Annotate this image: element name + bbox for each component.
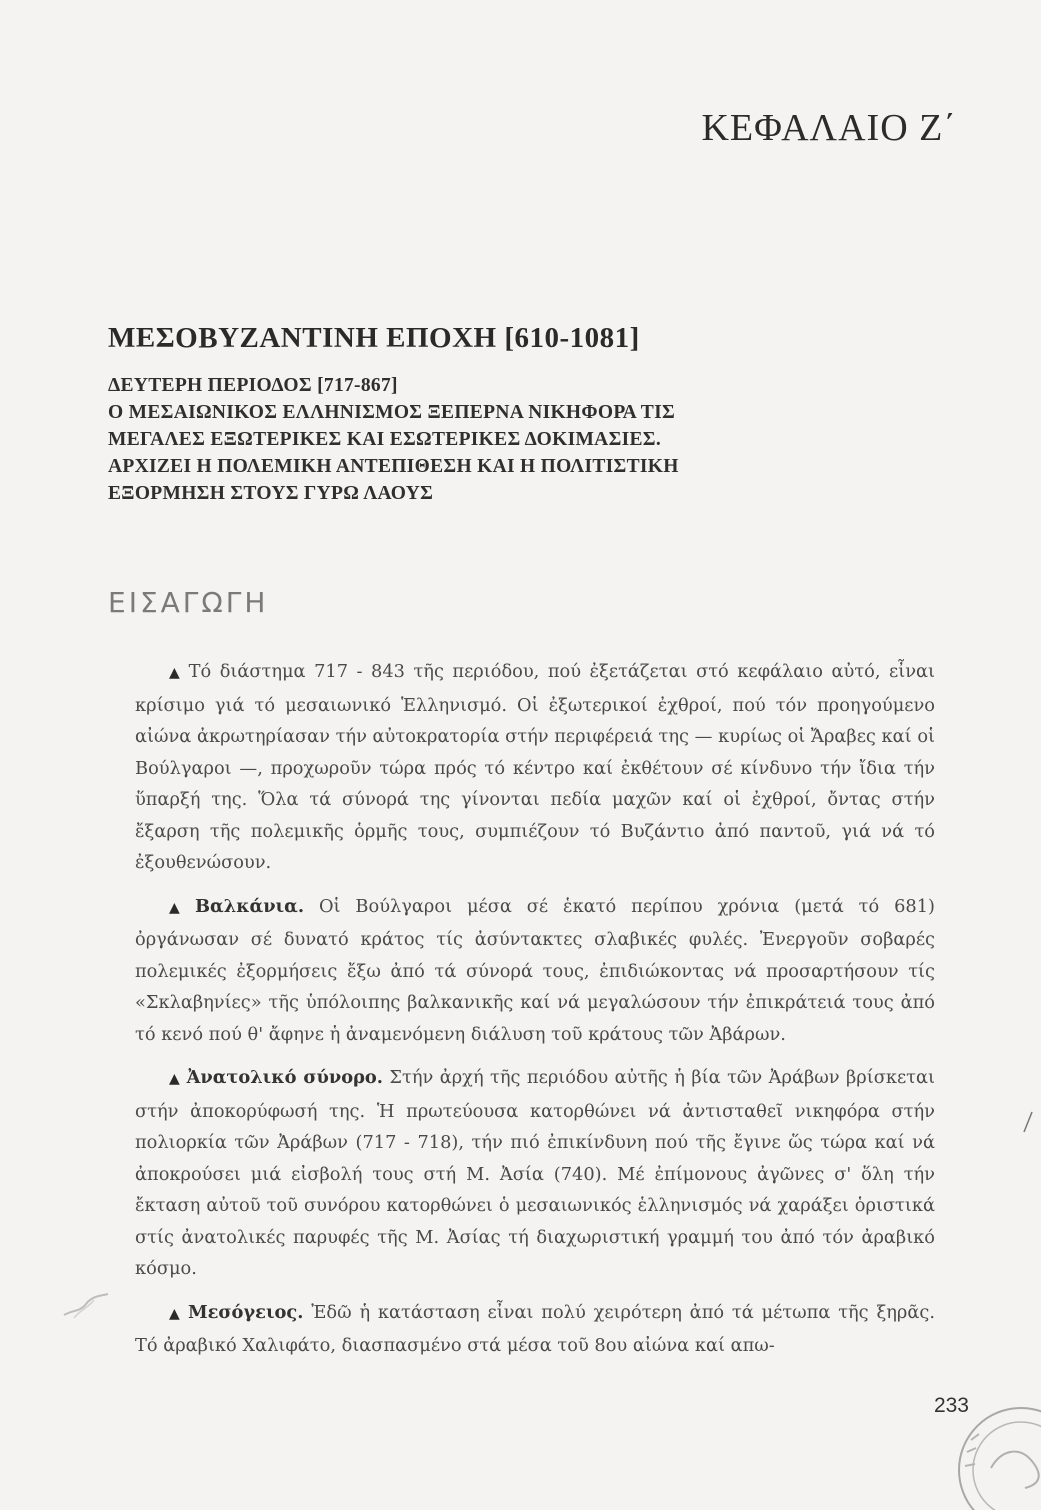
- era-title: ΜΕΣΟΒΥΖΑΝΤΙΝΗ ΕΠΟΧΗ [610-1081]: [108, 322, 640, 354]
- paragraph-heading: Βαλκάνια.: [195, 895, 305, 917]
- paragraph-text: Οἱ Βούλγαροι μέσα σέ ἑκατό περίπου χρόνια (μετά τό 681) ὀργάνωσαν σέ δυνατό κράτος τίς ἀσύντακτες σλαβικές φυλές. Ἐνεργοῦν σοβαρές πολεμικές ἐξορμήσεις ἔξω ἀπό τά σύνορά τους, ἐπιδιώκοντας νά προσαρτήσουν τίς «Σκλαβηνίες» τῆς ὑπόλοιπης βαλκανικῆς καί νά μεγαλώσουν τήν ἐπικράτειά τους ἀπό τό κενό πού θ' ἄφηνε ἡ ἀναμενόμενη διάλυση τοῦ κράτους τῶν Ἀβάρων.: [135, 895, 935, 1045]
- subtitle-block: [108, 372, 968, 507]
- paragraph-balkans: [135, 891, 935, 1051]
- body-text: [135, 656, 935, 1374]
- chapter-title: ΚΕΦΑΛΑΙΟ Ζ΄: [701, 107, 957, 149]
- triangle-bullet-icon: ▲: [169, 1071, 181, 1087]
- section-title: ΕΙΣΑΓΩΓΗ: [108, 586, 269, 619]
- subtitle-line: ΔΕΥΤΕΡΗ ΠΕΡΙΟΔΟΣ [717-867]: [108, 375, 398, 396]
- paragraph-intro: [135, 656, 935, 879]
- margin-mark-icon: [1022, 1110, 1034, 1134]
- paragraph-text: Ἐδῶ ἡ κατάσταση εἶναι πολύ χειρότερη ἀπό τά μέτωπα τῆς ξηρᾶς. Τό ἀραβικό Χαλιφάτο, διασπασμένο στά μέσα τοῦ 8ου αἰώνα καί απω-: [135, 1301, 935, 1356]
- ink-smudge-icon: [62, 1290, 112, 1320]
- subtitle-line: ΑΡΧΙΖΕΙ Η ΠΟΛΕΜΙΚΗ ΑΝΤΕΠΙΘΕΣΗ ΚΑΙ Η ΠΟΛΙΤΙΣΤΙΚΗ: [108, 456, 679, 477]
- triangle-bullet-icon: ▲: [169, 1305, 182, 1322]
- paragraph-heading: Ἀνατολικό σύνορο.: [186, 1067, 383, 1088]
- paragraph-text: Τό διάστημα 717 - 843 τῆς περιόδου, πού ἐξετάζεται στό κεφάλαιο αὐτό, εἶναι κρίσιμο γιά τό μεσαιωνικό Ἑλληνισμό. Οἱ ἐξωτερικοί ἐχθροί, πού τόν προηγούμενο αἰώνα ἀκρωτηρίασαν τήν αὐτοκρατορία στήν περιφέρειά της — κυρίως οἱ Ἄραβες καί οἱ Βούλγαροι —, προχωροῦν τώρα πρός τό κέντρο καί ἐκθέτουν σέ κίνδυνο τήν ἴδια τήν ὕπαρξή της. Ὅλα τά σύνορά της γίνονται πεδία μαχῶν καί οἱ ἐχθροί, ὄντας στήν ἔξαρση τῆς πολεμικῆς ὁρμῆς τους, συμπιέζουν τό Βυζάντιο ἀπό παντοῦ, γιά νά τό ἐξουθενώσουν.: [135, 661, 935, 873]
- subtitle-line: ΜΕΓΑΛΕΣ ΕΞΩΤΕΡΙΚΕΣ ΚΑΙ ΕΣΩΤΕΡΙΚΕΣ ΔΟΚΙΜΑΣΙΕΣ.: [108, 429, 662, 450]
- subtitle-line: ΕΞΟΡΜΗΣΗ ΣΤΟΥΣ ΓΥΡΩ ΛΑΟΥΣ: [108, 483, 434, 504]
- triangle-bullet-icon: ▲: [169, 899, 190, 916]
- library-stamp-icon: [931, 1380, 1041, 1510]
- paragraph-text: Στήν ἀρχή τῆς περιόδου αὐτῆς ἡ βία τῶν Ἀράβων βρίσκεται στήν ἀποκορύφωσή της. Ἡ πρωτεύουσα κατορθώνει νά ἀντισταθεῖ νικηφόρα στήν πολιορκία τῶν Ἀράβων (717 - 718), τήν πιό ἐπικίνδυνη πού τῆς ἔγινε ὥς τώρα καί νά ἀποκρούσει μιά εἰσβολή τους στή Μ. Ἀσία (740). Μέ ἐπίμονους ἀγῶνες σ' ὅλη τήν ἔκταση αὐτοῦ τοῦ συνόρου κατορθώνει ὁ μεσαιωνικός ἑλληνισμός νά χαράξει ὁριστικά στίς ἀνατολικές παρυφές τῆς Μ. Ἀσίας τή διαχωριστική γραμμή του ἀπό τόν ἀραβικό κόσμο.: [135, 1067, 935, 1279]
- triangle-bullet-icon: ▲: [169, 665, 183, 681]
- subtitle-line: Ο ΜΕΣΑΙΩΝΙΚΟΣ ΕΛΛΗΝΙΣΜΟΣ ΞΕΠΕΡΝΑ ΝΙΚΗΦΟΡΑ ΤΙΣ: [108, 402, 676, 423]
- paragraph-mediterranean: [135, 1297, 935, 1362]
- paragraph-heading: Μεσόγειος.: [187, 1301, 304, 1323]
- paragraph-eastern-border: [135, 1062, 935, 1285]
- page-number: 233: [933, 1394, 969, 1417]
